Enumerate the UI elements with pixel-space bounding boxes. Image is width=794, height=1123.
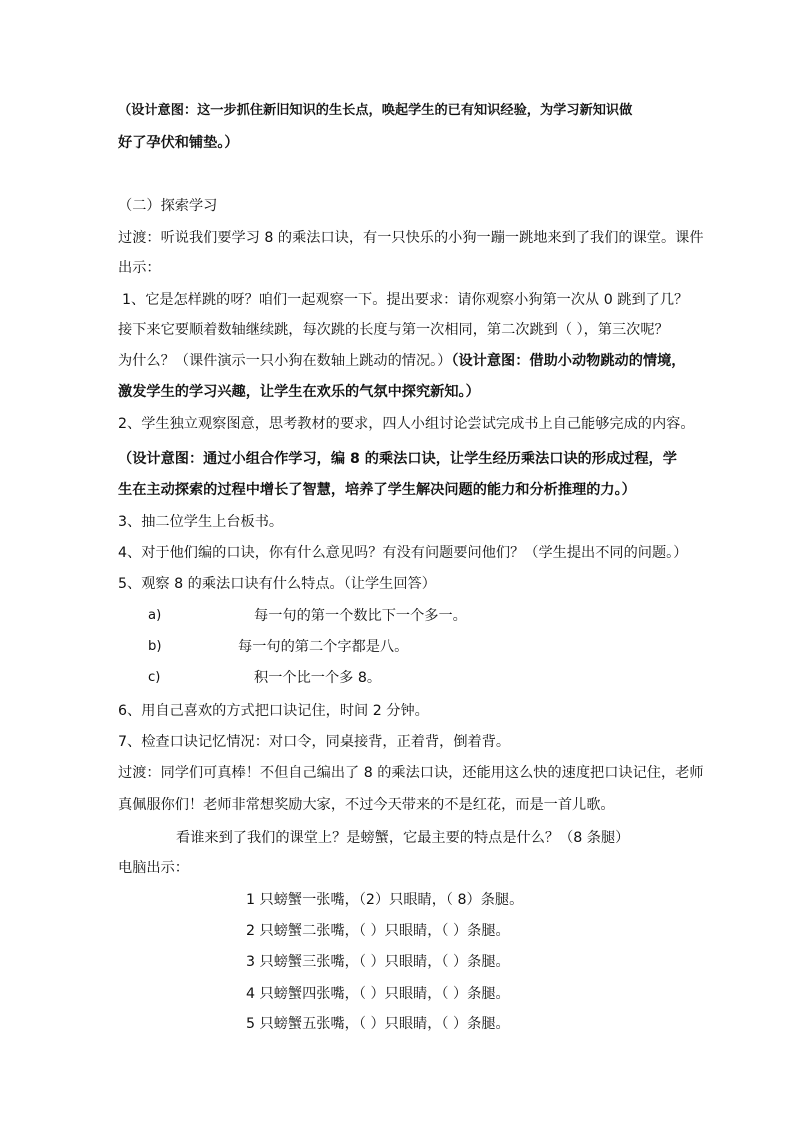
step-2-line-3: 生在主动探索的过程中增长了智慧，培养了学生解决问题的能力和分析推理的力。） [118, 482, 636, 498]
crab-song-line-3: 3 只螃蟹三张嘴，（ ）只眼睛，（ ）条腿。 [246, 954, 510, 970]
step-1-line-1: 1、它是怎样跳的呀？咱们一起观察一下。提出要求：请你观察小狗第一次从 0 跳到了几？ [122, 292, 689, 308]
computer-show-label: 电脑出示： [118, 860, 189, 876]
crab-song-line-5: 5 只螃蟹五张嘴，（ ）只眼睛，（ ）条腿。 [246, 1016, 510, 1032]
crab-question: 看谁来到了我们的课堂上？是螃蟹，它最主要的特点是什么？（8 条腿） [176, 830, 630, 846]
transition-1-line-2: 出示： [118, 260, 161, 276]
design-intent-line-2: 好了孕伏和铺垫。） [118, 135, 239, 151]
step-4: 4、对于他们编的口诀，你有什么意见吗？有没有问题要问他们？（学生提出不同的问题。） [118, 545, 688, 561]
transition-2-line-1: 过渡：同学们可真棒！不但自己编出了 8 的乘法口诀，还能用这么快的速度把口诀记住，老师 [118, 765, 704, 781]
step-1-line-2: 接下来它要顺着数轴继续跳，每次跳的长度与第一次相同，第二次跳到（ ），第三次呢？ [118, 322, 669, 338]
crab-song-line-2: 2 只螃蟹二张嘴，（ ）只眼睛，（ ）条腿。 [246, 923, 510, 939]
feature-marker-c: c) [148, 670, 161, 685]
feature-text-c: 积一个比一个多 8。 [254, 670, 382, 686]
step-6: 6、用自己喜欢的方式把口诀记住，时间 2 分钟。 [118, 703, 429, 719]
design-intent-line-1: （设计意图：这一步抓住新旧知识的生长点，唤起学生的已有知识经验，为学习新知识做 [118, 103, 633, 118]
step-2-line-1: 2、学生独立观察图意，思考教材的要求，四人小组讨论尝试完成书上自己能够完成的内容。 [118, 416, 695, 432]
step-7: 7、检查口诀记忆情况：对口令，同桌接背，正着背，倒着背。 [118, 734, 511, 750]
step-2-line-2: （设计意图：通过小组合作学习，编 8 的乘法口诀，让学生经历乘法口诀的形成过程，学 [118, 451, 677, 467]
feature-text-a: 每一句的第一个数比下一个多一。 [254, 608, 467, 624]
feature-text-b: 每一句的第二个字都是八。 [238, 639, 409, 655]
crab-song-line-1: 1 只螃蟹一张嘴，（2）只眼睛，（ 8）条腿。 [246, 892, 524, 908]
feature-marker-b: b) [148, 639, 162, 654]
step-1-line-3 [118, 351, 686, 371]
step-1-line-3-text: 为什么？（课件演示一只小狗在数轴上跳动的情况。） [118, 353, 452, 369]
step-3: 3、抽二位学生上台板书。 [118, 514, 284, 530]
step-5: 5、观察 8 的乘法口诀有什么特点。（让学生回答） [118, 576, 436, 592]
feature-marker-a: a) [148, 608, 162, 623]
crab-song-line-4: 4 只螃蟹四张嘴，（ ）只眼睛，（ ）条腿。 [246, 986, 510, 1002]
transition-1-line-1: 过渡：听说我们要学习 8 的乘法口诀，有一只快乐的小狗一蹦一跳地来到了我们的课堂。课件 [118, 230, 704, 246]
transition-2-line-2: 真佩服你们！老师非常想奖励大家，不过今天带来的不是红花，而是一首儿歌。 [118, 797, 615, 813]
section-title: （二）探索学习 [118, 198, 218, 214]
step-1-line-4: 激发学生的学习兴趣，让学生在欢乐的气氛中探究新知。） [118, 384, 480, 400]
design-intent-inline: （设计意图：借助小动物跳动的情境， [451, 353, 686, 369]
